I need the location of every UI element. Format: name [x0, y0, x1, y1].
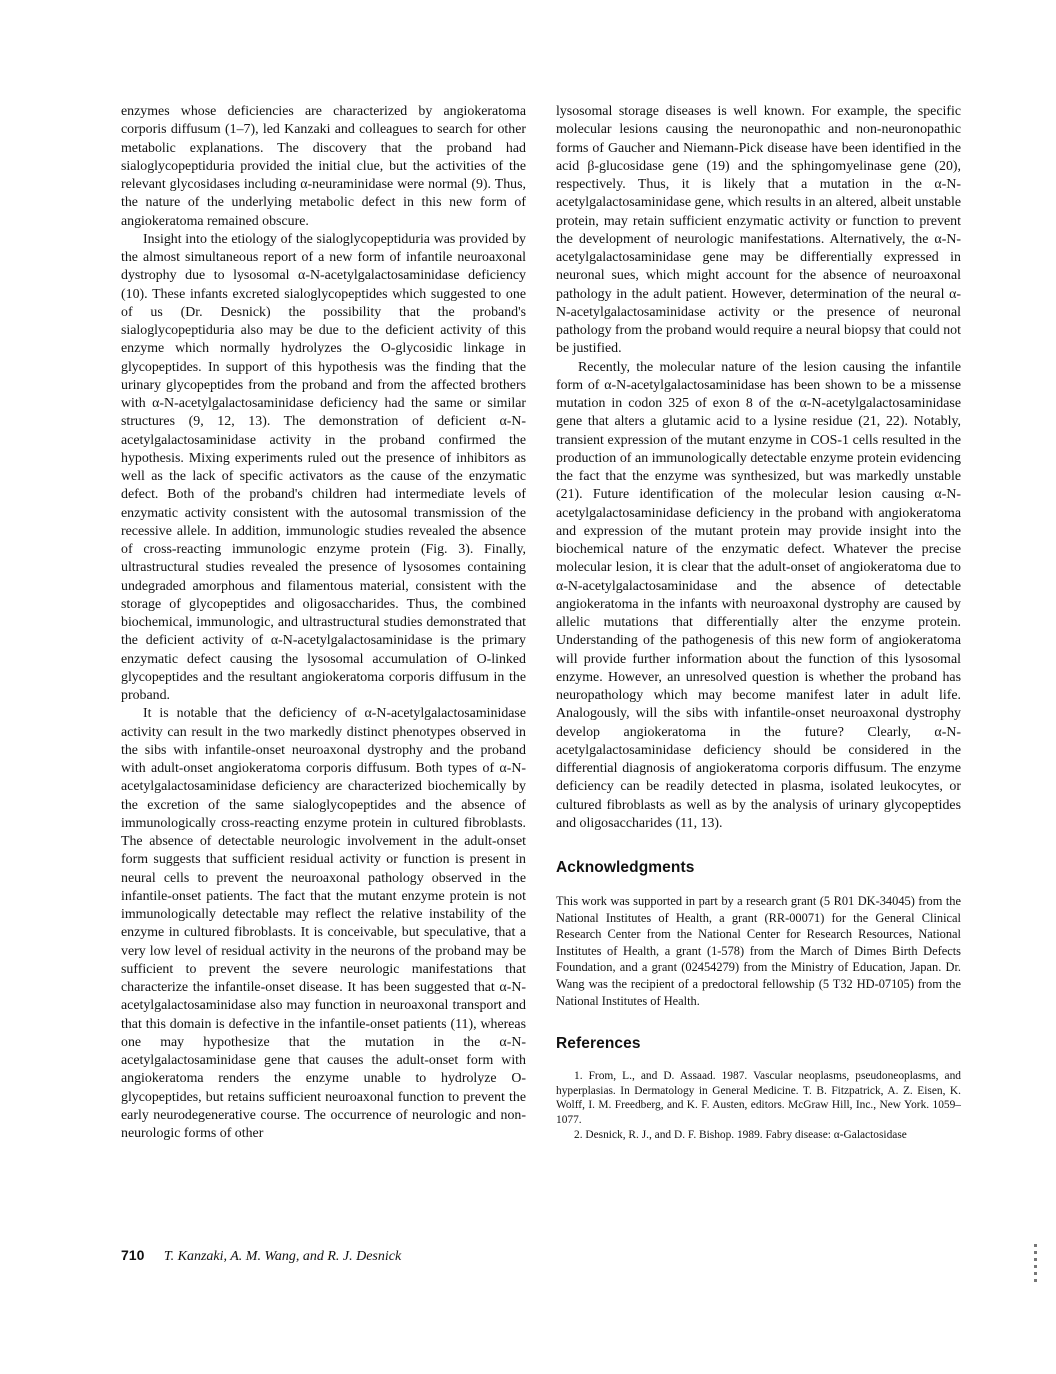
running-authors: T. Kanzaki, A. M. Wang, and R. J. Desnick [163, 1249, 402, 1264]
left-column [121, 103, 526, 1143]
body-paragraph: enzymes whose deficiencies are characterized by angiokeratoma corporis diffusum (1–7), led Kanzaki and colleagues to search for other metabolic explanations. The discovery that the proband had sialoglycopeptiduria provided the initial clue, but the activities of the relevant glycosidases including α-neuraminidase were normal (9). Thus, the nature of the underlying metabolic defect in this new form of angiokeratoma remained obscure. [121, 104, 526, 229]
acknowledgments-heading: Acknowledgments [556, 859, 695, 876]
reference-item: 2. Desnick, R. J., and D. F. Bishop. 1989. Fabry disease: α-Galactosidase [574, 1128, 907, 1141]
reference-list [556, 1069, 961, 1142]
acknowledgments-text: This work was supported in part by a research grant (5 R01 DK-34045) from the National Institutes of Health, a grant (RR-00071) for the General Clinical Research Center from the National Center for Research Resources, National Institutes of Health, a grant (1-578) from the March of Dimes Birth Defects Foundation, and a grant (02454279) from the Ministry of Education, Japan. Dr. Wang was the recipient of a predoctoral fellowship (5 T32 HD-07105) from the National Institutes of Health. [556, 894, 961, 1008]
body-paragraph: Recently, the molecular nature of the lesion causing the infantile form of α-N-acetylgalactosaminidase has been shown to be a missense mutation in codon 325 of exon 8 of the α-N-acetylgalactosaminidase gene that alters a glutamic acid to a lysine residue (21, 22). Notably, transient expression of the mutant enzyme in COS-1 cells resulted in the production of an immunologically detectable enzyme protein evidencing the fact that the enzyme was synthesized, but was markedly unstable (21). Future identification of the molecular lesion causing α-N-acetylgalactosaminidase deficiency in the proband with angiokeratoma and expression of the mutant protein may provide insight into the biochemical nature of the enzymatic defect. Whatever the precise molecular lesion, it is clear that the adult-onset of angiokeratoma due to α-N-acetylgalactosaminidase and the absence of detectable angiokeratoma in the infants with neuroaxonal dystrophy are caused by allelic mutations that differentially alter the enzyme protein. Understanding of the pathogenesis of this new form of angiokeratoma will provide further information about the function of this lysosomal enzyme. However, an unresolved question is whether the proband has neuropathology which may become manifest later in adult life. Analogously, will the sibs with infantile-onset neuroaxonal dystrophy develop angiokeratoma in the future? Clearly, α-N-acetylgalactosaminidase deficiency should be considered in the differential diagnosis of angiokeratoma corporis diffusum. The enzyme deficiency can be readily detected in plasma, isolated leukocytes, or cultured fibroblasts as well as by the analysis of urinary glycopeptides and oligosaccharides (11, 13). [556, 359, 961, 831]
right-column [556, 103, 961, 1142]
body-paragraph: It is notable that the deficiency of α-N-acetylgalactosaminidase activity can result in the two markedly distinct phenotypes observed in the sibs with infantile-onset neuroaxonal dystrophy and the proband with adult-onset angiokeratoma corporis diffusum. Both types of α-N-acetylgalactosaminidase deficiency are characterized biochemically by the excretion of the same sialoglycopeptides and the absence of immunologically cross-reacting enzyme protein in cultured fibroblasts. The absence of detectable neurologic involvement in the adult-onset form suggests that sufficient residual activity or function is present in neural cells to prevent the neuroaxonal pathology observed in the infantile-onset patients. The fact that the mutant enzyme protein is not immunologically detectable may reflect the relative instability of the enzyme in cultured fibroblasts. It is conceivable, but speculative, that a very low level of residual activity in the neurons of the proband may be sufficient to prevent the severe neurologic manifestations that characterize the infantile-onset disease. It has been suggested that α-N-acetylgalactosaminidase also may function in neuroaxonal transport and that this domain is defective in the infantile-onset patients (11), whereas one may hypothesize that the mutation in the α-N-acetylgalactosaminidase gene that causes the adult-onset form with angiokeratoma renders the enzyme unable to hydrolyze O-glycopeptides, but retains sufficient neuroaxonal function to prevent the early neurodegenerative course. The occurrence of neurologic and non-neurologic forms of other [121, 706, 526, 1141]
body-paragraph: lysosomal storage diseases is well known. For example, the specific molecular lesions causing the neuronopathic and non-neuronopathic forms of Gaucher and Niemann-Pick disease have been identified in the acid β-glucosidase gene (19) and the sphingomyelinase gene (20), respectively. Thus, it is likely that a mutation in the α-N-acetylgalactosaminidase gene, which results in an altered, albeit unstable protein, may retain sufficient enzymatic activity or function to prevent the development of neurologic manifestations. Alternatively, the α-N-acetylgalactosaminidase gene may be differentially expressed in neuronal sues, which might account for the absence of neuroaxonal pathology in the adult patient. However, determination of the neural α-N-acetylgalactosaminidase activity or the presence of neuronal pathology from the proband would require a neural biopsy that could not be justified. [556, 104, 961, 357]
page-number: 710 [121, 1247, 145, 1263]
scan-margin-marks [1034, 1244, 1038, 1286]
body-paragraph: Insight into the etiology of the sialoglycopeptiduria was provided by the almost simultaneous report of a new form of infantile neuroaxonal dystrophy due to lysosomal α-N-acetylgalactosaminidase deficiency (10). These infants excreted sialoglycopeptides which suggested to one of us (Dr. Desnick) the possibility that the proband's sialoglycopeptiduria also may be due to the deficient activity of this enzyme which normally hydrolyzes the O-glycosidic linkage in glycopeptides. In support of this hypothesis was the finding that the urinary glycopeptides from the proband and from the affected brothers with α-N-acetylgalactosaminidase deficiency had the same or similar structures (9, 12, 13). The demonstration of deficient α-N-acetylgalactosaminidase activity in the proband confirmed the hypothesis. Mixing experiments ruled out the presence of inhibitors as well as the lack of specific activators as the cause of the enzymatic defect. Both of the proband's children had intermediate levels of enzymatic activity consistent with the autosomal transmission of the recessive allele. In addition, immunologic studies revealed the absence of cross-reacting immunologic enzyme protein (Fig. 3). Finally, ultrastructural studies revealed the presence of lysosomes containing undegraded amorphous and filamentous material, consistent with the storage of glycopeptides and oligosaccharides. Thus, the combined biochemical, immunologic, and ultrastructural studies demonstrated that the deficient activity of α-N-acetylgalactosaminidase is the primary enzymatic defect causing the lysosomal accumulation of O-linked glycopeptides and the resultant angiokeratoma corporis diffusum in the proband. [121, 231, 526, 703]
reference-item: 1. From, L., and D. Assaad. 1987. Vascular neoplasms, pseudoneoplasms, and hyperplasias. In Dermatology in General Medicine. T. B. Fitzpatrick, A. Z. Eisen, K. Wolff, I. M. Freedberg, and K. F. Austen, editors. McGraw Hill, Inc., New York. 1059–1077. [556, 1070, 961, 1126]
page-footer [121, 1247, 401, 1265]
references-heading: References [556, 1035, 641, 1053]
